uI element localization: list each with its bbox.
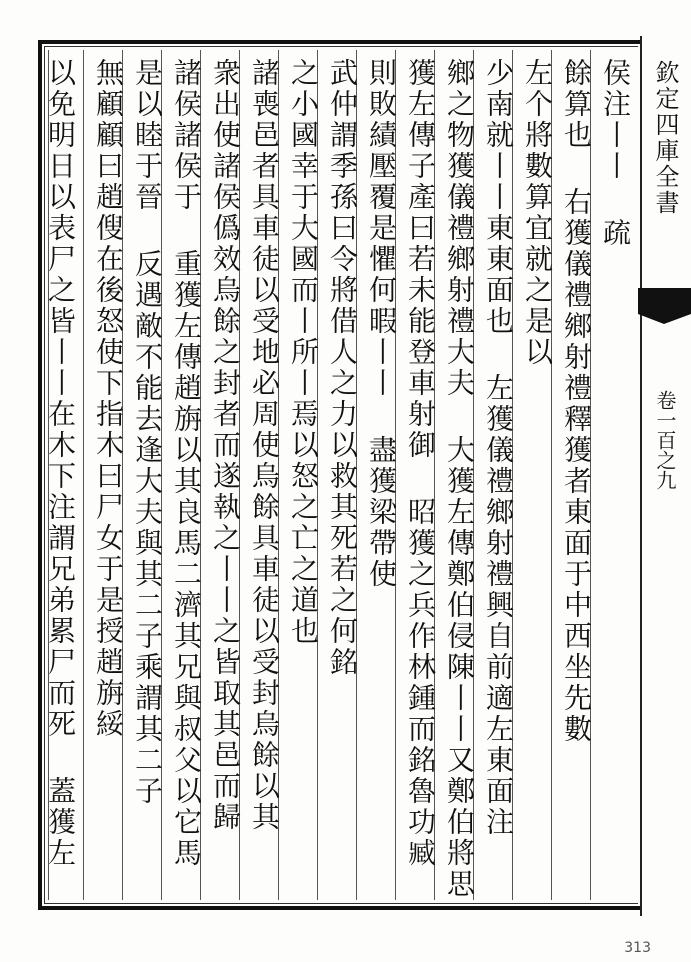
- book-title: 欽定四庫全書: [651, 60, 679, 216]
- page-number: 313: [624, 940, 651, 956]
- column-1: 侯注丨丨 疏: [590, 50, 638, 900]
- column-15: 以免明日以表尸之皆丨丨在木下注謂兄弟累尸而死 蓋獲左: [48, 50, 83, 900]
- column-6: 獲左傳子產曰若未能登車射御 昭獲之兵作林鍾而銘魯功臧: [395, 50, 443, 900]
- column-9: 之小國幸于大國而丨所丨焉以怒之亡之道也: [278, 50, 326, 900]
- column-11: 衆出使諸侯僞效烏餘之封者而遂執之丨丨之皆取其邑而歸: [200, 50, 248, 900]
- column-8: 武仲謂季孫曰令將借人之力以救其死若之何銘: [317, 50, 365, 900]
- column-5: 鄉之物獲儀禮鄉射禮大夫 大獲左傳鄭伯侵陳丨丨又鄭伯將思: [434, 50, 482, 900]
- column-14: 無顧顧曰趙傁在後怒使下指木曰尸女于是授趙旃綏: [83, 50, 131, 900]
- column-13: 是以睦于晉 反遇敵不能去逢大夫與其二子乘謂其二子: [122, 50, 170, 900]
- column-12: 諸侯諸侯于 重獲左傳趙旃以其良馬二濟其兄與叔父以它馬: [161, 50, 209, 900]
- column-10: 諸喪邑者具車徒以受地必周使烏餘具車徒以受封烏餘以其: [239, 50, 287, 900]
- volume-label: 卷一百之九: [653, 390, 677, 490]
- fishtail-mark: [638, 288, 691, 314]
- column-7: 則敗績壓覆是懼何暇丨丨 盡獲梁帶使: [356, 50, 404, 900]
- column-3: 左个將數算宜就之是以: [512, 50, 560, 900]
- column-4: 少南就丨丨東東面也 左獲儀禮鄉射禮興自前適左東面注: [473, 50, 521, 900]
- column-2: 餘算也 右獲儀禮鄉射禮釋獲者東面于中西坐先數: [551, 50, 599, 900]
- text-columns: [44, 50, 638, 900]
